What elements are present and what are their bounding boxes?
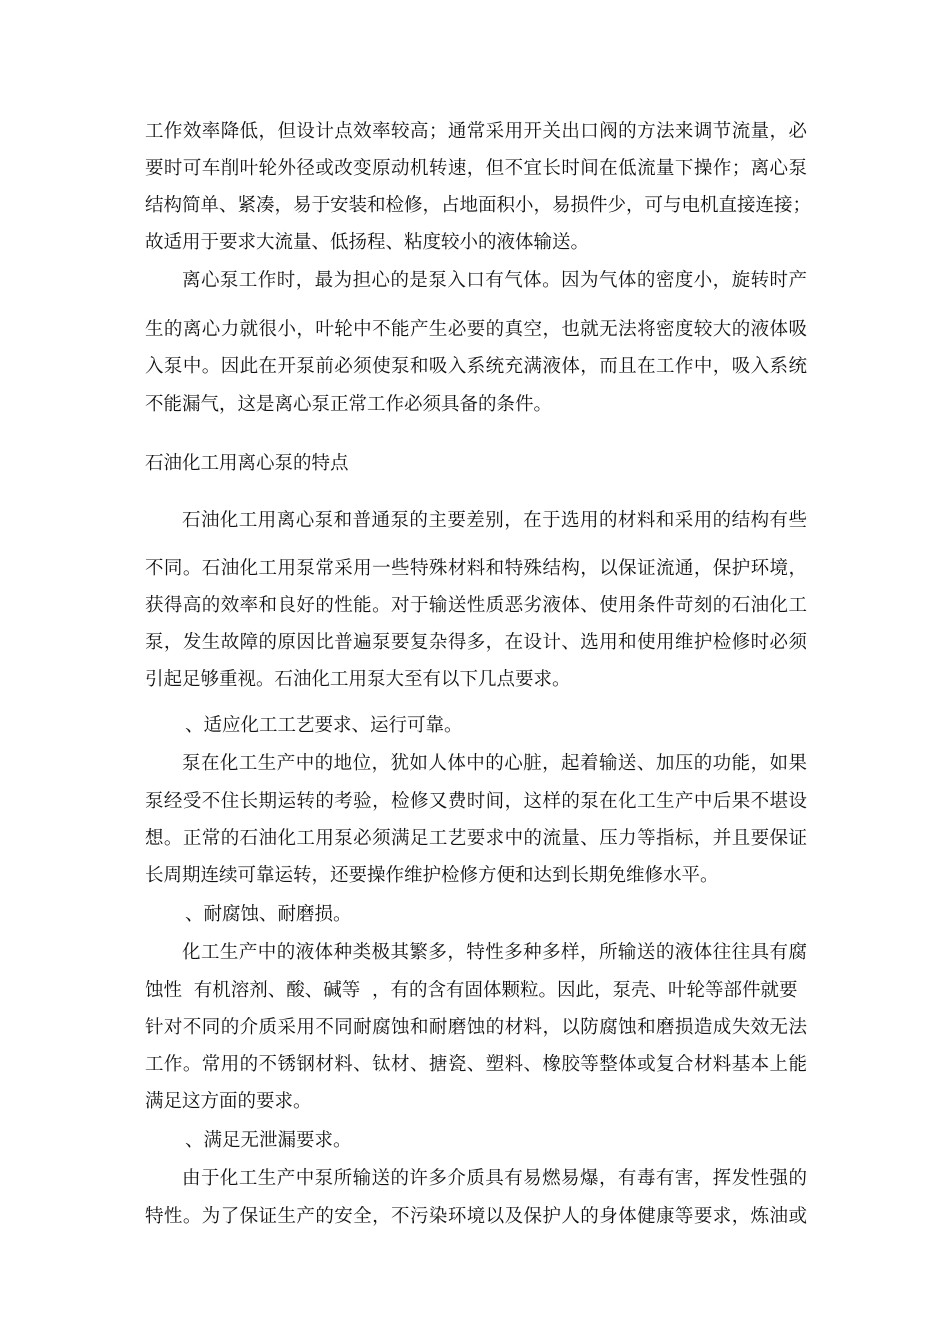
text-line: 生的离心力就很小，叶轮中不能产生必要的真空，也就无法将密度较大的液体吸 <box>145 319 807 340</box>
text-line: 特性。为了保证生产的安全，不污染环境以及保护人的身体健康等要求，炼油或 <box>145 1206 807 1227</box>
paragraph-first-line: 由于化工生产中泵所输送的许多介质具有易燃易爆，有毒有害，挥发性强的 <box>182 1168 807 1189</box>
list-heading: 、耐腐蚀、耐磨损。 <box>185 904 352 925</box>
text-line: 工作效率降低，但设计点效率较高；通常采用开关出口阀的方法来调节流量，必 <box>145 121 807 142</box>
list-heading: 、适应化工工艺要求、运行可靠。 <box>185 715 463 736</box>
text-line: 故适用于要求大流量、低扬程、粘度较小的液体输送。 <box>145 232 590 253</box>
section-heading: 石油化工用离心泵的特点 <box>145 453 349 474</box>
text-line: 想。正常的石油化工用泵必须满足工艺要求中的流量、压力等指标，并且要保证 <box>145 828 807 849</box>
paragraph-first-line: 泵在化工生产中的地位，犹如人体中的心脏，起着输送、加压的功能，如果 <box>182 753 807 774</box>
paragraph-first-line: 离心泵工作时，最为担心的是泵入口有气体。因为气体的密度小，旋转时产 <box>182 270 807 291</box>
text-line: 满足这方面的要求。 <box>145 1091 312 1112</box>
text-line: 要时可车削叶轮外径或改变原动机转速，但不宜长时间在低流量下操作；离心泵 <box>145 158 807 179</box>
text-line: 针对不同的介质采用不同耐腐蚀和耐磨蚀的材料，以防腐蚀和磨损造成失效无法 <box>145 1017 807 1038</box>
text-line: 不同。石油化工用泵常采用一些特殊材料和特殊结构，以保证流通，保护环境， <box>145 558 807 579</box>
paragraph-first-line: 化工生产中的液体种类极其繁多，特性多种多样，所输送的液体往往具有腐 <box>182 942 807 963</box>
text-line: 泵，发生故障的原因比普遍泵要复杂得多，在设计、选用和使用维护检修时必须 <box>145 632 807 653</box>
text-line: 入泵中。因此在开泵前必须使泵和吸入系统充满液体，而且在工作中，吸入系统 <box>145 356 807 377</box>
text-line: 泵经受不住长期运转的考验，检修又费时间，这样的泵在化工生产中后果不堪设 <box>145 791 807 812</box>
paragraph-first-line: 石油化工用离心泵和普通泵的主要差别，在于选用的材料和采用的结构有些 <box>182 510 807 531</box>
text-line: 引起足够重视。石油化工用泵大至有以下几点要求。 <box>145 669 571 690</box>
text-line: 不能漏气，这是离心泵正常工作必须具备的条件。 <box>145 394 553 415</box>
text-line: 工作。常用的不锈钢材料、钛材、搪瓷、塑料、橡胶等整体或复合材料基本上能 <box>145 1054 807 1075</box>
text-line: 获得高的效率和良好的性能。对于输送性质恶劣液体、使用条件苛刻的石油化工 <box>145 595 807 616</box>
text-line: 蚀性 有机溶剂、酸、碱等 ，有的含有固体颗粒。因此，泵壳、叶轮等部件就要 <box>145 980 798 1001</box>
list-heading: 、满足无泄漏要求。 <box>185 1130 352 1151</box>
text-line: 结构简单、紧凑，易于安装和检修，占地面积小，易损件少，可与电机直接连接； <box>145 195 812 216</box>
text-line: 长周期连续可靠运转，还要操作维护检修方便和达到长期免维修水平。 <box>145 865 719 886</box>
